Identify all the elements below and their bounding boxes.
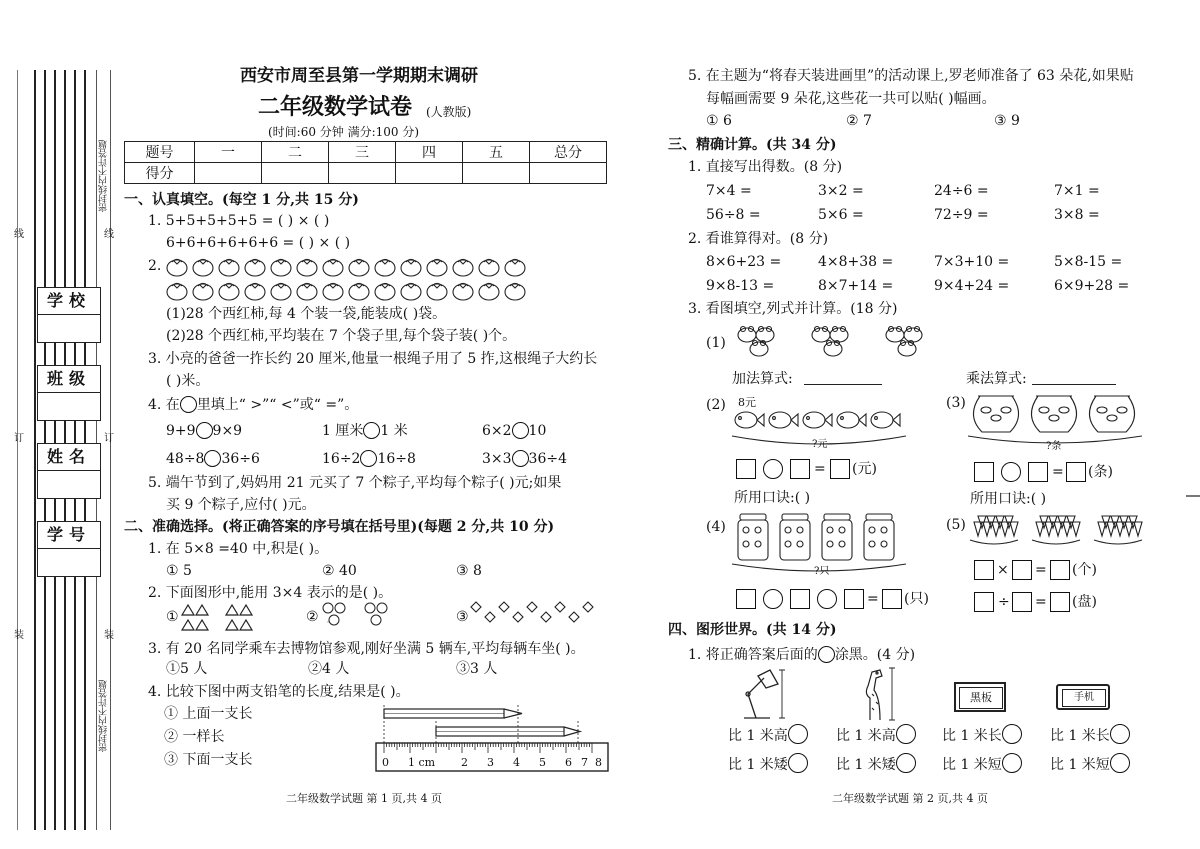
exam-subtitle: 二年级数学试卷	[258, 94, 413, 120]
compare-item	[482, 422, 546, 440]
unit-label: (只)	[904, 591, 929, 607]
tomato-icon	[505, 284, 525, 301]
option	[1050, 724, 1130, 745]
calc-item: 4×8+38 =	[818, 254, 894, 270]
answer-box[interactable]	[736, 459, 756, 479]
calc-item: 7×3+10 =	[934, 254, 1010, 270]
strawberry-illustration	[966, 512, 1146, 552]
answer-circle[interactable]	[1002, 724, 1022, 744]
jar-icon	[738, 514, 768, 560]
unit-label: (条)	[1088, 464, 1113, 480]
lamp-illustration	[736, 668, 796, 726]
unit-label: (盘)	[1072, 594, 1097, 610]
option-text: 比 1 米高	[836, 728, 896, 744]
student-id-label: 学号	[38, 522, 100, 549]
question: (2)28 个西红柿,平均装在 7 个袋子里,每个袋子装( )个。	[166, 328, 517, 344]
answer-box[interactable]	[1050, 592, 1070, 612]
frog-icon	[824, 341, 842, 357]
strawberry-plate-icons	[966, 512, 1146, 548]
question-mark-label: ?元	[812, 439, 828, 450]
ruler-label: 6	[565, 756, 572, 769]
student-id-field[interactable]	[37, 521, 101, 577]
question: 每幅画需要 9 朵花,这些花一共可以贴( )幅画。	[706, 91, 996, 107]
compare-left: 6×2	[482, 423, 512, 439]
compare-right: 36÷6	[221, 451, 260, 467]
tomato-icon	[375, 260, 395, 277]
score-header: 总分	[530, 142, 607, 163]
answer-circle[interactable]	[1110, 753, 1130, 773]
tomato-icon	[323, 284, 343, 301]
question: 2. 下面图形中,能用 3×4 表示的是( )。	[148, 585, 393, 601]
fish-icon	[871, 412, 900, 428]
tomato-icon	[297, 260, 317, 277]
section-4-title: 四、图形世界。(共 14 分)	[668, 622, 837, 638]
question: 4. 比较下图中两支铅笔的长度,结果是( )。	[148, 684, 410, 700]
question: 5. 端午节到了,妈妈用 21 元买了 7 个粽子,平均每个粽子( )元;如果	[148, 475, 562, 491]
line-char: 装	[104, 630, 114, 641]
option[interactable]: ③ 下面一支长	[164, 752, 253, 768]
question-number: 2.	[148, 258, 162, 274]
answer-circle[interactable]	[788, 753, 808, 773]
answer-box[interactable]	[736, 589, 756, 609]
ruler-label: 2	[461, 756, 468, 769]
question-mark-label: ?只	[814, 566, 830, 577]
question: 1. 5+5+5+5+5 = ( ) × ( )	[148, 213, 330, 229]
compare-right: 16÷8	[377, 451, 416, 467]
answer-circle[interactable]	[1002, 753, 1022, 773]
name-label: 姓名	[38, 444, 100, 471]
question: (1)28 个西红柿,每 4 个装一袋,能装成( )袋。	[166, 306, 447, 322]
option[interactable]: ③ 8	[456, 563, 482, 579]
question: 6+6+6+6+6+6 = ( ) × ( )	[166, 235, 351, 251]
question-text: 4. 在	[148, 397, 180, 413]
option[interactable]: ①5 人	[166, 661, 208, 677]
unit-label: (元)	[852, 461, 877, 477]
ruler-label: 1 cm	[408, 756, 436, 769]
sub-label: (5)	[946, 517, 966, 533]
compare-right: 1 米	[380, 423, 408, 439]
score-cell[interactable]	[329, 163, 396, 184]
sub-label: (4)	[706, 519, 726, 535]
tomato-illustration	[166, 255, 536, 307]
answer-circle[interactable]	[360, 450, 377, 467]
score-cell[interactable]	[262, 163, 329, 184]
tomato-icon	[193, 284, 213, 301]
compare-right: 36÷4	[528, 451, 567, 467]
tomato-icon	[245, 260, 265, 277]
pencil-ruler-figure	[372, 703, 612, 779]
phone-label: 手机	[1062, 689, 1106, 707]
operator-circle[interactable]	[763, 459, 783, 479]
tomato-icon	[427, 284, 447, 301]
score-cell[interactable]	[396, 163, 463, 184]
mul-formula-label: 乘法算式:	[966, 371, 1027, 387]
compare-item	[166, 450, 260, 468]
koujue-label[interactable]: 所用口诀:( )	[734, 490, 811, 506]
score-header: 四	[396, 142, 463, 163]
question: 1. 在 5×8 =40 中,积是( )。	[148, 541, 329, 557]
calc-item: 8×6+23 =	[706, 254, 782, 270]
smiley-icons	[322, 600, 392, 630]
calc-item: 8×7+14 =	[818, 278, 894, 294]
answer-circle[interactable]	[363, 422, 380, 439]
koujue-label[interactable]: 所用口诀:( )	[970, 491, 1047, 507]
class-field[interactable]	[37, 365, 101, 421]
score-cell[interactable]	[195, 163, 262, 184]
compare-left: 9+9	[166, 423, 196, 439]
score-cell[interactable]	[530, 163, 607, 184]
section-1-title: 一、认真填空。(每空 1 分,共 15 分)	[124, 192, 359, 208]
answer-box[interactable]	[974, 462, 994, 482]
answer-box[interactable]	[830, 459, 850, 479]
option[interactable]: ② 一样长	[164, 729, 225, 745]
question: 5. 在主题为“将春天装进画里”的活动课上,罗老师准备了 63 朵花,如果贴	[688, 68, 1134, 84]
option[interactable]: ②	[306, 609, 319, 625]
page-footer: 二年级数学试题 第 2 页,共 4 页	[832, 792, 988, 805]
tomato-icon	[167, 284, 187, 301]
blackboard-label: 黑板	[959, 687, 1003, 709]
option-text: 比 1 米矮	[836, 757, 896, 773]
answer-box[interactable]	[1012, 560, 1032, 580]
question	[148, 396, 358, 414]
section-2-title: 二、准确选择。(将正确答案的序号填在括号里)(每题 2 分,共 10 分)	[124, 519, 555, 535]
tomato-icon	[479, 260, 499, 277]
tomato-icon	[453, 260, 473, 277]
mul-formula-blank[interactable]	[1032, 384, 1116, 385]
jar-icon	[780, 514, 810, 560]
answer-circle[interactable]	[788, 724, 808, 744]
tomato-icon	[427, 260, 447, 277]
score-table	[124, 141, 607, 184]
tomato-icon	[245, 284, 265, 301]
score-row-label: 得分	[125, 163, 195, 184]
option-text: 比 1 米长	[942, 728, 1002, 744]
answer-box[interactable]	[790, 589, 810, 609]
fishbowl-icon	[1031, 396, 1076, 432]
answer-circle[interactable]	[204, 450, 221, 467]
question: ( )米。	[166, 373, 210, 389]
unit-label: (个)	[1072, 562, 1097, 578]
fishbowl-icon	[1089, 396, 1134, 432]
answer-box[interactable]	[882, 589, 902, 609]
option[interactable]: ① 上面一支长	[164, 706, 253, 722]
calc-item: 9×8-13 =	[706, 278, 775, 294]
calc-item: 9×4+24 =	[934, 278, 1010, 294]
giraffe-illustration	[850, 664, 910, 726]
ruler-label: 8	[595, 756, 602, 769]
option	[728, 753, 808, 774]
price-label: 8元	[738, 396, 756, 409]
option	[1050, 753, 1130, 774]
ruler-label: 0	[382, 756, 389, 769]
question: 2. 看谁算得对。(8 分)	[688, 231, 829, 247]
answer-circle[interactable]	[512, 422, 529, 439]
operator-circle[interactable]	[763, 589, 783, 609]
answer-box[interactable]	[1012, 592, 1032, 612]
option	[728, 724, 808, 745]
answer-box[interactable]	[974, 592, 994, 612]
class-label: 班级	[38, 366, 100, 393]
option	[836, 753, 916, 774]
smiley-figure	[322, 600, 392, 634]
section-3-title: 三、精确计算。(共 34 分)	[668, 137, 837, 153]
answer-circle[interactable]	[896, 753, 916, 773]
phone-icon	[1056, 684, 1110, 710]
diamond-figure	[470, 600, 600, 632]
page-footer: 二年级数学试题 第 1 页,共 4 页	[286, 792, 442, 805]
option-text: 比 1 米长	[1050, 728, 1110, 744]
option-text: 比 1 米矮	[728, 757, 788, 773]
calc-item: 3×8 =	[1054, 207, 1100, 223]
timing: (时间:60 分钟 满分:100 分)	[268, 125, 420, 139]
sub-label: (2)	[706, 397, 726, 413]
score-header: 二	[262, 142, 329, 163]
tomato-icon	[323, 260, 343, 277]
compare-right: 9×9	[212, 423, 243, 439]
ruler-label: 4	[513, 756, 520, 769]
sub-label: (3)	[946, 395, 966, 411]
fish-icon	[735, 412, 764, 428]
strawberry-plate-icon	[1094, 516, 1142, 544]
frog-icon	[738, 327, 756, 343]
compare-left: 16÷2	[322, 451, 361, 467]
score-header: 一	[195, 142, 262, 163]
triangle-icons	[180, 602, 270, 632]
diamond-icons	[470, 600, 600, 628]
line-char: 订	[14, 433, 24, 444]
option[interactable]: ③ 9	[994, 113, 1020, 129]
blackboard-icon	[954, 682, 1006, 712]
frog-icon	[830, 327, 848, 343]
calc-item: 24÷6 =	[934, 183, 989, 199]
question-mark-label: ?条	[1046, 441, 1062, 452]
answer-box[interactable]	[1050, 560, 1070, 580]
answer-circle[interactable]	[818, 646, 835, 663]
tomato-icon	[219, 284, 239, 301]
frogs-illustration	[730, 320, 970, 366]
frog-icon	[756, 327, 774, 343]
line-char: 订	[104, 433, 114, 444]
frog-icon	[904, 327, 922, 343]
line-char: 装	[14, 630, 24, 641]
tomato-icon	[349, 284, 369, 301]
frog-icon	[750, 341, 768, 357]
answer-circle[interactable]	[512, 450, 529, 467]
option-text: 比 1 米短	[1050, 757, 1110, 773]
operator-circle[interactable]	[1001, 462, 1021, 482]
score-cell[interactable]	[463, 163, 530, 184]
edition: (人教版)	[426, 105, 472, 119]
add-formula-blank[interactable]	[804, 384, 882, 385]
compare-item	[322, 422, 408, 440]
compare-item	[482, 450, 567, 468]
seal-note: 密封线内不许答题	[99, 680, 109, 752]
fish-icon	[769, 412, 798, 428]
school-label: 学校	[38, 288, 100, 315]
ruler-label: 5	[539, 756, 546, 769]
answer-box[interactable]	[974, 560, 994, 580]
tomato-icon	[453, 284, 473, 301]
line-char: 线	[14, 229, 24, 240]
seal-note: 密封线内不许答题	[99, 140, 109, 212]
answer-box[interactable]	[1066, 462, 1086, 482]
answer-box[interactable]	[844, 589, 864, 609]
option[interactable]: ① 6	[706, 113, 732, 129]
calc-item: 7×4 =	[706, 183, 752, 199]
answer-box[interactable]	[790, 459, 810, 479]
option	[836, 724, 916, 745]
add-formula-label: 加法算式:	[732, 371, 793, 387]
answer-circle[interactable]	[1110, 724, 1130, 744]
score-header: 题号	[125, 142, 195, 163]
question-text: 里填上“ >”“ <”或“ =”。	[196, 397, 359, 413]
frog-icon	[812, 327, 830, 343]
option[interactable]: ②4 人	[308, 661, 350, 677]
tomato-icon	[271, 260, 291, 277]
frog-icons	[730, 320, 970, 362]
tomato-icon	[167, 260, 187, 277]
calc-item: 3×2 =	[818, 183, 864, 199]
jar-icon	[822, 514, 852, 560]
tomato-icon	[271, 284, 291, 301]
calc-item: 5×6 =	[818, 207, 864, 223]
option[interactable]: ① 5	[166, 563, 192, 579]
frog-icon	[886, 327, 904, 343]
question: 3. 看图填空,列式并计算。(18 分)	[688, 301, 898, 317]
fold-mark	[1186, 495, 1200, 497]
tomato-icon	[401, 284, 421, 301]
ruler-label: 7	[581, 756, 588, 769]
option[interactable]: ② 40	[322, 563, 357, 579]
calc-item: 72÷9 =	[934, 207, 989, 223]
tomato-icon	[193, 260, 213, 277]
answer-box[interactable]	[1028, 462, 1048, 482]
fishbowl-icon	[973, 396, 1018, 432]
fish-icon	[803, 412, 832, 428]
giraffe-icon	[850, 664, 910, 722]
binding-line	[34, 70, 36, 830]
calc-item: 5×8-15 =	[1054, 254, 1123, 270]
frog-icon	[898, 341, 916, 357]
binding-line	[110, 70, 111, 830]
option-text: 比 1 米短	[942, 757, 1002, 773]
question	[688, 646, 915, 664]
tomato-icon	[375, 284, 395, 301]
tomato-icon	[297, 284, 317, 301]
question: 1. 直接写出得数。(8 分)	[688, 159, 843, 175]
question-text: 涂黑。(4 分)	[834, 647, 916, 663]
jar-icon	[864, 514, 894, 560]
option-text: 比 1 米高	[728, 728, 788, 744]
tomato-icon	[219, 260, 239, 277]
sub-label: (1)	[706, 335, 726, 351]
ruler-label: 3	[487, 756, 494, 769]
calc-item: 6×9+28 =	[1054, 278, 1130, 294]
tomato-icon	[349, 260, 369, 277]
answer-circle[interactable]	[196, 422, 213, 439]
tomato-icon	[479, 284, 499, 301]
option[interactable]: ③	[456, 609, 469, 625]
answer-circle[interactable]	[180, 396, 197, 413]
strawberry-plate-icon	[1032, 516, 1080, 544]
question: 3. 有 20 名同学乘车去博物馆参观,刚好坐满 5 辆车,平均每辆车坐( )。	[148, 641, 585, 657]
tomato-icon	[401, 260, 421, 277]
tomato-icon	[505, 260, 525, 277]
operator-circle[interactable]	[817, 589, 837, 609]
option[interactable]: ①	[166, 609, 179, 625]
tomato-icons	[166, 255, 536, 303]
compare-item	[166, 422, 242, 440]
question: 3. 小亮的爸爸一拃长约 20 厘米,他量一根绳子用了 5 拃,这根绳子大约长	[148, 351, 598, 367]
line-char: 线	[104, 229, 114, 240]
answer-circle[interactable]	[896, 724, 916, 744]
score-header: 五	[463, 142, 530, 163]
fish-icon	[837, 412, 866, 428]
triangles-figure	[180, 602, 270, 636]
option[interactable]: ③3 人	[456, 661, 498, 677]
option[interactable]: ② 7	[846, 113, 872, 129]
option	[942, 724, 1022, 745]
name-field[interactable]	[37, 443, 101, 499]
school-field[interactable]	[37, 287, 101, 343]
desk-lamp-icon	[736, 668, 796, 722]
compare-item	[322, 450, 416, 468]
score-header: 三	[329, 142, 396, 163]
compare-left: 1 厘米	[322, 423, 364, 439]
compare-left: 3×3	[482, 451, 512, 467]
question-text: 1. 将正确答案后面的	[688, 647, 818, 663]
calc-item: 56÷8 =	[706, 207, 761, 223]
compare-right: 10	[528, 423, 547, 439]
option	[942, 753, 1022, 774]
binding-line	[17, 70, 18, 830]
exam-title: 西安市周至县第一学期期末调研	[240, 66, 478, 86]
question: 买 9 个粽子,应付( )元。	[166, 497, 316, 513]
strawberry-plate-icon	[970, 516, 1018, 544]
calc-item: 7×1 =	[1054, 183, 1100, 199]
compare-left: 48÷8	[166, 451, 205, 467]
